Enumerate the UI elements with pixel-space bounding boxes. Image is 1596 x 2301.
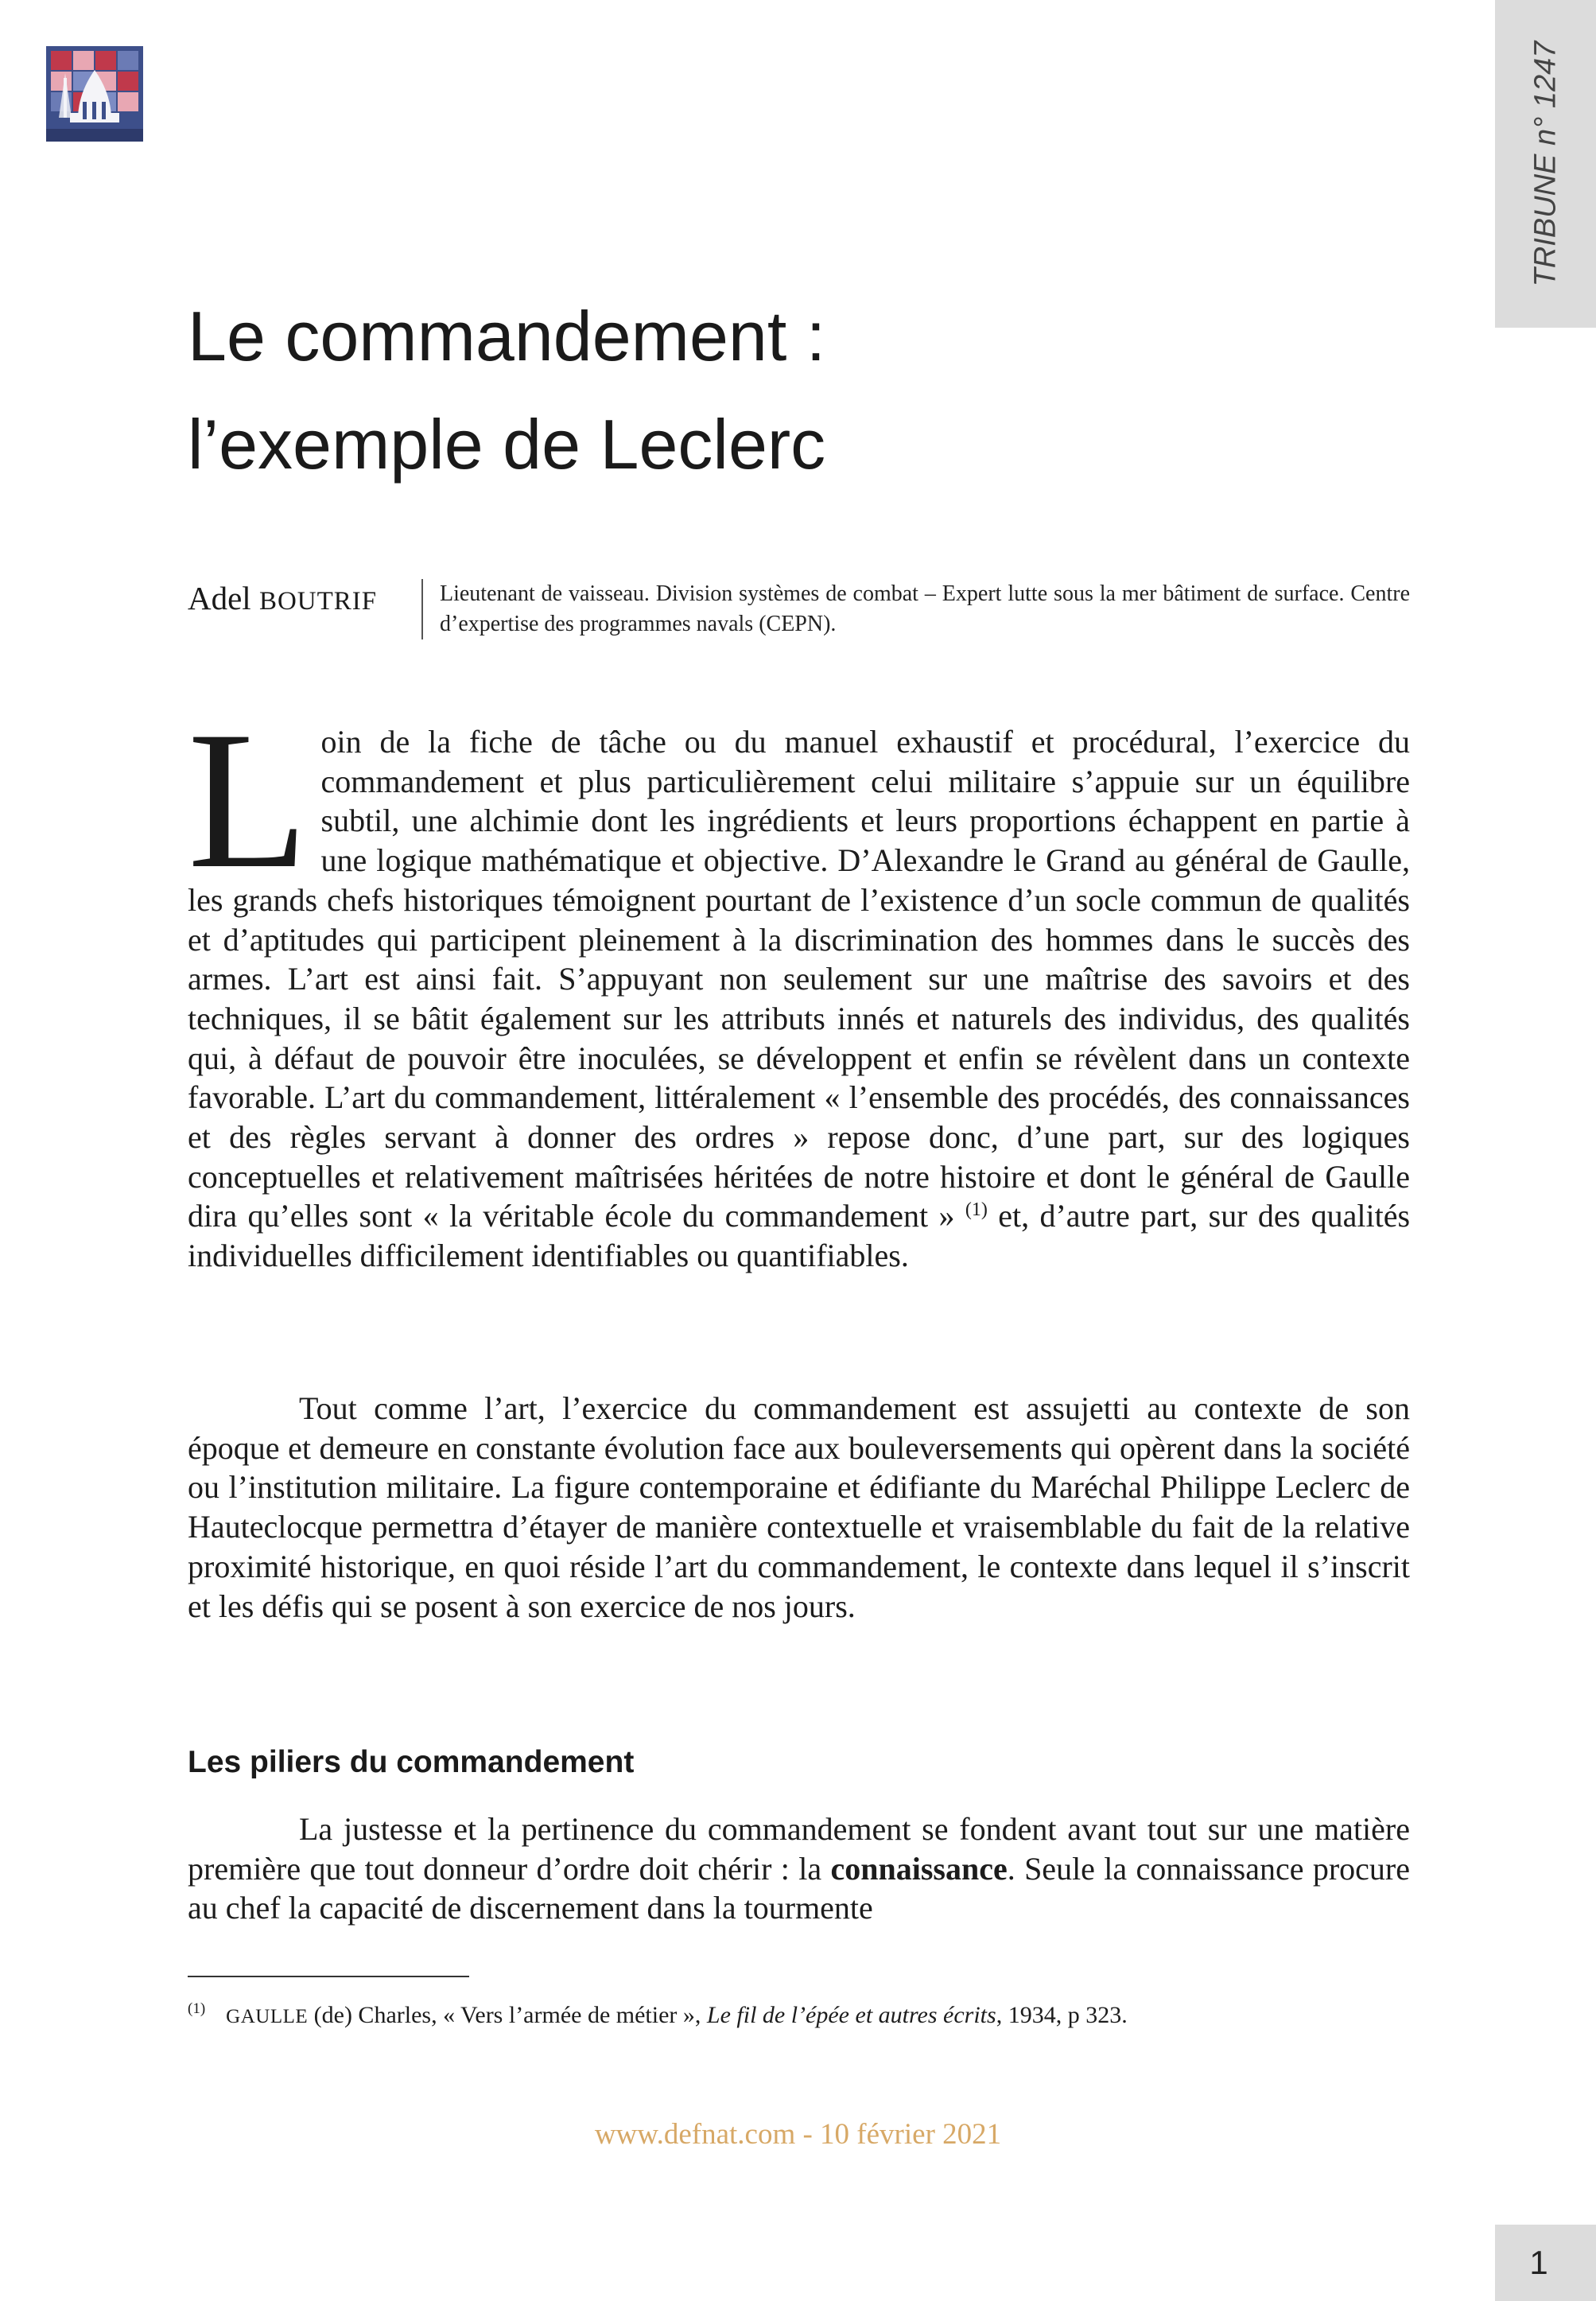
paragraph-3-bold: connaissance (830, 1850, 1008, 1887)
page-number-box (1495, 2225, 1596, 2301)
footnote-text: (de) Charles, « Vers l’armée de métier », (308, 2002, 707, 2028)
paragraph-3-text-b: . Seule la connaissance procure au chef la capacité de discernement dans la tourmente (188, 1850, 1410, 1926)
author-name (188, 576, 377, 624)
author-affiliation: Lieutenant de vaisseau. Division systèmes de combat – Expert lutte sous la mer bâtiment de surface. Centre d’expertise des programmes navals (CEPN). (440, 581, 1410, 636)
paragraph-1 (188, 690, 1411, 1276)
drop-cap: L (188, 690, 309, 909)
ecole-militaire-logo-icon (46, 46, 143, 142)
tribune-number-label: TRIBUNE n° 1247 (1528, 41, 1562, 287)
paragraph-3-text-a: La justesse et la pertinence du commandement se fondent avant tout sur une matière première que tout donneur d’ordre doit chérir : la (188, 1811, 1410, 1887)
paragraph-3 (188, 1809, 1410, 1928)
footnote-marker: (1) (188, 2000, 206, 2017)
footnote-divider (188, 1976, 469, 1977)
title-line-1: Le commandement : (188, 297, 826, 375)
page-number: 1 (1529, 2244, 1548, 2281)
footnote-book-title: Le fil de l’épée et autres écrits (706, 2002, 996, 2028)
author-last-name: BOUTRIF (258, 587, 378, 616)
author-first-name: Adel (188, 580, 251, 616)
paragraph-1-text-a: oin de la fiche de tâche ou du manuel exhaustif et procédural, l’exercice du commandement et plus particulièrement celui militaire s’appuie sur un équilibre subtil, une alchimie dont les ingrédients et leurs proportions échappent en partie à une logique mathématique et objective. D’Alexandre le Grand au général de Gaulle, les grands chefs historiques témoignent pourtant de l’existence d’un socle commun de qualités et d’aptitudes qui participent pleinement à la discrimination des hommes dans le succès des armes. L’art est ainsi fait. S’appuyant non seulement sur une maîtrise des savoirs et des techniques, il se bâtit également sur les attributs innés et naturels des individus, des qualités qui, à défaut de pouvoir être inoculées, se développent et enfin se révèlent dans un contexte favorable. L’art du commandement, littéralement « l’ensemble des procédés, des connaissances et des règles servant à donner des ordres » repose donc, d’une part, sur des logiques conceptuelles et relativement maîtrisées héritées de notre histoire et dont le général de Gaulle dira qu’elles sont « la véritable école du commandement » (188, 724, 1410, 1234)
author-separator (421, 579, 423, 639)
paragraph-2-text: Tout comme l’art, l’exercice du commandement est assujetti au contexte de son époque et demeure en constante évolution face aux bouleversements qui opèrent dans la société ou l’institution militaire. La figure contemporaine et édifiante du Maréchal Philippe Leclerc de Hauteclocque permettra d’étayer de manière contextuelle et vraisemblable du fait de la relative proximité historique, en quoi réside l’art du commandement, le contexte dans lequel il s’inscrit et les défis qui se posent à son exercice de nos jours. (188, 1390, 1410, 1624)
paragraph-1-text-b: et, d’autre part, sur des qualités individuelles difficilement identifiables ou quantifiables. (188, 1198, 1411, 1274)
title-line-2: l’exemple de Leclerc (188, 405, 826, 484)
footer-site-date[interactable]: www.defnat.com - 10 février 2021 (594, 2118, 1002, 2151)
footnote-author: GAULLE (226, 2006, 309, 2027)
footnote-tail: , 1934, p 323. (996, 2002, 1128, 2028)
footnote-reference[interactable]: (1) (965, 1199, 988, 1221)
footnote (188, 1993, 1410, 2033)
article-title (188, 282, 1380, 499)
paragraph-2 (188, 1389, 1410, 1626)
tribune-side-tab (1495, 0, 1596, 328)
section-heading: Les piliers du commandement (188, 1745, 635, 1779)
